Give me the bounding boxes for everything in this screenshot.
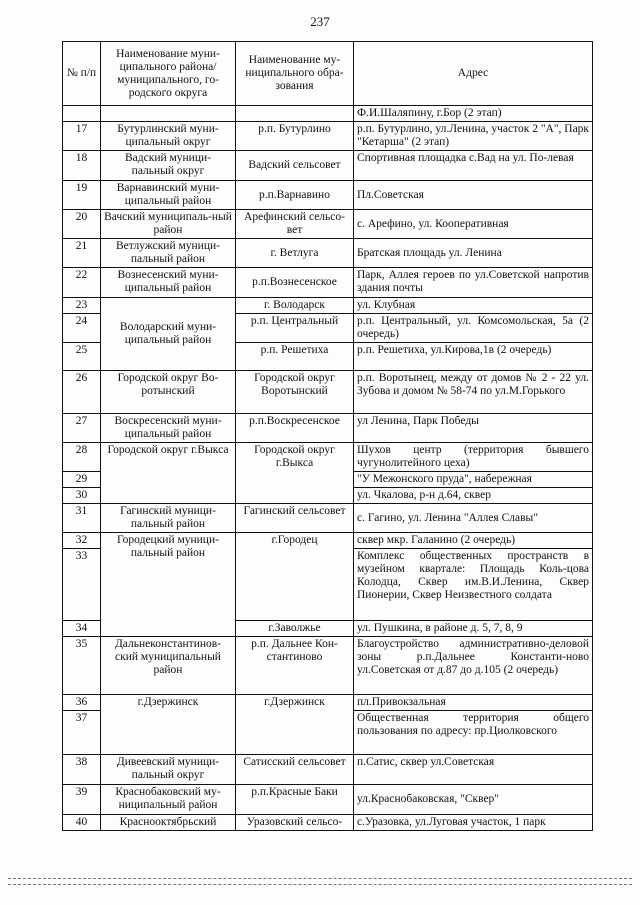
row-municipality: Вачский муниципаль-ный район bbox=[101, 210, 236, 239]
row-address: Комплекс общественных пространств в музейном квартале: Площадь Коль-цова Колодца, Сквер им.В.И.Ленина, Сквер Пионерии, Сквер Неизвестного солдата bbox=[354, 549, 593, 621]
row-municipality: Дивеевский муници-пальный округ bbox=[101, 755, 236, 785]
row-address: р.п. Бутурлино, ул.Ленина, участок 2 "А", Парк "Кетарша" (2 этап) bbox=[354, 122, 593, 151]
header-formation: Наименование му-ниципального обра-зования bbox=[236, 42, 354, 106]
row-municipality: Ветлужский муници-пальный район bbox=[101, 239, 236, 268]
row-address: Благоустройство административно-деловой зоны р.п.Дальнее Константи-ново ул.Советская от д.87 до д.105 (2 очередь) bbox=[354, 637, 593, 695]
row-num: 38 bbox=[63, 755, 101, 785]
row-municipality: Дальнеконстантинов-ский муниципальный район bbox=[101, 637, 236, 695]
row-num: 31 bbox=[63, 504, 101, 533]
row-municipality: Бутурлинский муни-ципальный округ bbox=[101, 122, 236, 151]
table-row bbox=[63, 414, 593, 443]
table-header-row bbox=[63, 42, 593, 106]
row-municipality: Городской округ г.Выкса bbox=[101, 443, 236, 504]
row-municipality: Краснобаковский му-ниципальный район bbox=[101, 785, 236, 815]
row-num: 24 bbox=[63, 314, 101, 343]
objects-table bbox=[62, 41, 593, 831]
row-num bbox=[63, 106, 101, 122]
row-num: 26 bbox=[63, 371, 101, 414]
row-address: ул. Клубная bbox=[354, 298, 593, 314]
scan-edge-line bbox=[8, 878, 632, 879]
row-num: 32 bbox=[63, 533, 101, 549]
row-num: 21 bbox=[63, 239, 101, 268]
row-formation: Гагинский сельсовет bbox=[236, 504, 354, 533]
row-formation: р.п.Вознесенское bbox=[236, 268, 354, 298]
row-address: с.Уразовка, ул.Луговая участок, 1 парк bbox=[354, 815, 593, 831]
row-address: с. Арефино, ул. Кооперативная bbox=[354, 210, 593, 239]
row-municipality: г.Дзержинск bbox=[101, 695, 236, 755]
row-formation: г.Заволжье bbox=[236, 621, 354, 637]
header-municipality: Наименование муни-ципального района/ муниципального, го-родского округа bbox=[101, 42, 236, 106]
row-formation: г.Дзержинск bbox=[236, 695, 354, 755]
row-num: 19 bbox=[63, 181, 101, 210]
table-row bbox=[63, 533, 593, 549]
row-num: 25 bbox=[63, 343, 101, 371]
row-formation: Городской округ Воротынский bbox=[236, 371, 354, 414]
row-municipality: Городской округ Во-ротынский bbox=[101, 371, 236, 414]
row-formation: Уразовский сельсо- bbox=[236, 815, 354, 831]
table-row bbox=[63, 210, 593, 239]
row-formation bbox=[236, 106, 354, 122]
row-formation: р.п. Центральный bbox=[236, 314, 354, 343]
row-formation: р.п. Решетиха bbox=[236, 343, 354, 371]
row-municipality: Краснооктябрьский bbox=[101, 815, 236, 831]
row-formation: Вадский сельсовет bbox=[236, 151, 354, 181]
row-address: р.п. Решетиха, ул.Кирова,1в (2 очередь) bbox=[354, 343, 593, 371]
row-address: ул. Чкалова, р-н д.64, сквер bbox=[354, 488, 593, 504]
row-num: 20 bbox=[63, 210, 101, 239]
row-address: Пл.Советская bbox=[354, 181, 593, 210]
row-formation: Арефинский сельсо-вет bbox=[236, 210, 354, 239]
row-address: Парк, Аллея героев по ул.Советской напротив здания почты bbox=[354, 268, 593, 298]
row-num: 37 bbox=[63, 711, 101, 755]
page-number: 237 bbox=[310, 14, 330, 29]
row-municipality: Володарский муни-ципальный район bbox=[101, 298, 236, 371]
table-row bbox=[63, 637, 593, 695]
row-num: 35 bbox=[63, 637, 101, 695]
header-address: Адрес bbox=[354, 42, 593, 106]
table-row bbox=[63, 298, 593, 314]
row-municipality: Воскресенский муни-ципальный район bbox=[101, 414, 236, 443]
row-address: пл.Привокзальная bbox=[354, 695, 593, 711]
header-num: № п/п bbox=[63, 42, 101, 106]
row-formation: Городской округ г.Выкса bbox=[236, 443, 354, 504]
row-num: 33 bbox=[63, 549, 101, 621]
row-num: 34 bbox=[63, 621, 101, 637]
table-row bbox=[63, 443, 593, 472]
row-address: с. Гагино, ул. Ленина "Аллея Славы" bbox=[354, 504, 593, 533]
row-municipality: Вадский муници-пальный округ bbox=[101, 151, 236, 181]
row-address: ул.Краснобаковская, "Сквер" bbox=[354, 785, 593, 815]
row-address: р.п. Центральный, ул. Комсомольская, 5а (2 очередь) bbox=[354, 314, 593, 343]
row-municipality: Гагинский муници-пальный район bbox=[101, 504, 236, 533]
row-address: сквер мкр. Галанино (2 очередь) bbox=[354, 533, 593, 549]
table-row bbox=[63, 815, 593, 831]
row-formation: р.п. Бутурлино bbox=[236, 122, 354, 151]
table-row bbox=[63, 181, 593, 210]
row-municipality: Городецкий муници-пальный район bbox=[101, 533, 236, 637]
table-row bbox=[63, 504, 593, 533]
table-row bbox=[63, 785, 593, 815]
row-formation: Сатисский сельсовет bbox=[236, 755, 354, 785]
table-row bbox=[63, 151, 593, 181]
row-formation: р.п.Красные Баки bbox=[236, 785, 354, 815]
row-num: 30 bbox=[63, 488, 101, 504]
row-address: Шухов центр (территория бывшего чугунолитейного цеха) bbox=[354, 443, 593, 472]
row-formation: р.п. Дальнее Кон-стантиново bbox=[236, 637, 354, 695]
row-num: 27 bbox=[63, 414, 101, 443]
row-address: р.п. Воротынец, между от домов № 2 - 22 ул. Зубова и домом № 58-74 по ул.М.Горького bbox=[354, 371, 593, 414]
table-row bbox=[63, 371, 593, 414]
row-num: 23 bbox=[63, 298, 101, 314]
table-row bbox=[63, 106, 593, 122]
table-row bbox=[63, 695, 593, 711]
row-municipality bbox=[101, 106, 236, 122]
row-num: 39 bbox=[63, 785, 101, 815]
row-address: ул. Пушкина, в районе д. 5, 7, 8, 9 bbox=[354, 621, 593, 637]
table-row bbox=[63, 122, 593, 151]
row-address: Ф.И.Шаляпину, г.Бор (2 этап) bbox=[354, 106, 593, 122]
row-address: Братская площадь ул. Ленина bbox=[354, 239, 593, 268]
table-row bbox=[63, 755, 593, 785]
row-formation: р.п.Воскресенское bbox=[236, 414, 354, 443]
row-address: ул Ленина, Парк Победы bbox=[354, 414, 593, 443]
row-municipality: Варнавинский муни-ципальный район bbox=[101, 181, 236, 210]
row-num: 40 bbox=[63, 815, 101, 831]
row-formation: р.п.Варнавино bbox=[236, 181, 354, 210]
row-num: 22 bbox=[63, 268, 101, 298]
table-row bbox=[63, 239, 593, 268]
row-formation: г. Володарск bbox=[236, 298, 354, 314]
row-address: п.Сатис, сквер ул.Советская bbox=[354, 755, 593, 785]
row-address: "У Межонского пруда", набережная bbox=[354, 472, 593, 488]
row-num: 18 bbox=[63, 151, 101, 181]
row-formation: г. Ветлуга bbox=[236, 239, 354, 268]
row-num: 29 bbox=[63, 472, 101, 488]
row-num: 36 bbox=[63, 695, 101, 711]
table-row bbox=[63, 268, 593, 298]
row-formation: г.Городец bbox=[236, 533, 354, 621]
scan-edge-line bbox=[8, 884, 632, 885]
row-num: 28 bbox=[63, 443, 101, 472]
row-address: Спортивная площадка с.Вад на ул. По-левая bbox=[354, 151, 593, 181]
row-num: 17 bbox=[63, 122, 101, 151]
row-municipality: Вознесенский муни-ципальный район bbox=[101, 268, 236, 298]
row-address: Общественная территория общего пользования по адресу: пр.Циолковского bbox=[354, 711, 593, 755]
